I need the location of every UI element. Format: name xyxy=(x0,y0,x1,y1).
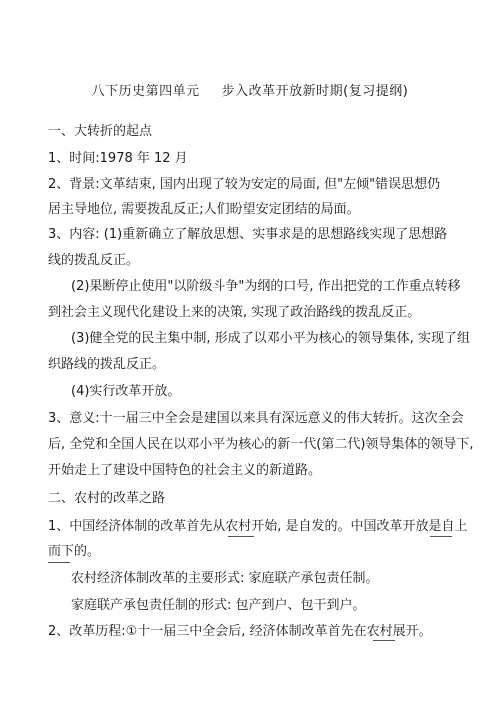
text-line: 开始走上了建设中国特色的社会主义的新道路。 xyxy=(48,463,322,478)
text-line: 农村经济体制改革的主要形式: 家庭联产承包责任制。 xyxy=(71,571,379,586)
title-unit: 八下历史第四单元 xyxy=(91,84,200,99)
underline-mark xyxy=(373,640,395,641)
text-line: (3)健全党的民主集中制, 形成了以邓小平为核心的领导集体, 实现了组 xyxy=(71,331,470,346)
section-heading-1: 一、大转折的起点 xyxy=(48,124,153,139)
section-heading-2: 二、农村的改革之路 xyxy=(48,491,166,506)
text-line: 2、改革历程:①十一届三中全会后, 经济体制改革首先在农村展开。 xyxy=(48,624,432,639)
text-line: 而下的。 xyxy=(48,544,101,559)
text-line: 到社会主义现代化建设上来的决策, 实现了政治路线的拨乱反正。 xyxy=(48,305,421,320)
text-line: (2)果断停止使用"以阶级斗争"为纲的口号, 作出把党的工作重点转移 xyxy=(71,279,461,294)
text-line: 线的拨乱反正。 xyxy=(48,253,140,268)
text-line: 3、意义:十一届三中全会是建国以来具有深远意义的伟大转折。这次全会 xyxy=(48,411,464,426)
document-title xyxy=(0,80,500,99)
text-line: 1、时间:1978 年 12 月 xyxy=(48,151,188,166)
underline-mark xyxy=(228,536,254,537)
underline-mark xyxy=(48,562,70,563)
text-line: 1、中国经济体制的改革首先从农村开始, 是自发的。中国改革开放是自上 xyxy=(48,519,468,534)
text-line: 2、背景:文革结束, 国内出现了较为安定的局面, 但"左倾"错误思想仍 xyxy=(48,177,441,192)
text-line: (4)实行改革开放。 xyxy=(71,384,181,399)
text-line: 织路线的拨乱反正。 xyxy=(48,357,166,372)
text-line: 3、内容: (1)重新确立了解放思想、实事求是的思想路线实现了思想路 xyxy=(48,227,448,242)
text-line: 后, 全党和全国人民在以邓小平为核心的新一代(第二代)领导集体的领导下, xyxy=(48,437,474,452)
text-line: 家庭联产承包责任制的形式: 包产到户、包干到户。 xyxy=(71,598,366,613)
text-line: 居主导地位, 需要拨乱反正;人们盼望安定团结的局面。 xyxy=(48,202,360,217)
underline-mark xyxy=(430,536,452,537)
title-subject: 步入改革开放新时期(复习提纲) xyxy=(221,84,409,99)
